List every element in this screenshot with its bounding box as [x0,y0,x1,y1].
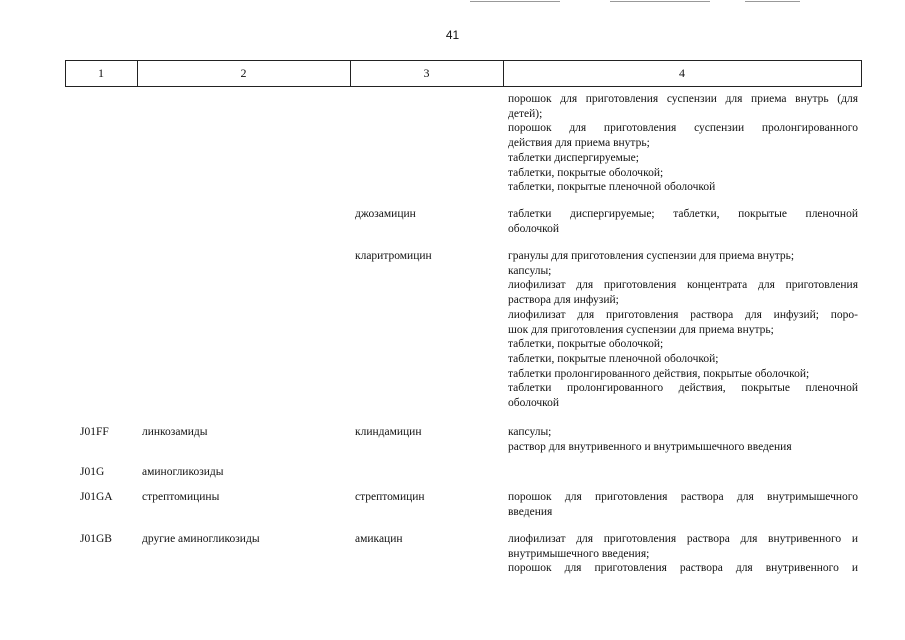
form-line: гранулы для приготовления суспензии для приема внутрь; [508,250,795,262]
scan-artifact [610,1,710,2]
form-line: порошок для приготовления раствора для внутривенного и [508,562,858,575]
atc-group: линкозамиды [142,426,208,438]
form-line: введения [508,505,553,518]
form-line: раствор для внутривенного и внутримышечного введения [508,440,792,453]
form-line: таблетки пролонгированного действия, покрытые оболочкой; [508,367,810,380]
column-header-1: 1 [98,66,104,80]
dosage-forms [508,425,858,454]
form-line: внутримышечного введения; [508,547,650,560]
form-line: лиофилизат для приготовления концентрата для приготовления [508,279,858,292]
page-number: 41 [445,28,460,42]
drug-name: амикацин [355,533,403,545]
column-header-2: 2 [240,66,247,80]
atc-code: J01GA [80,491,113,503]
atc-group: другие аминогликозиды [142,533,260,545]
form-line: порошок для приготовления раствора для внутримышечного [508,491,858,503]
form-line: капсулы; [508,264,552,277]
column-header-4: 4 [679,66,685,80]
table-header-bottom-rule [65,86,862,87]
form-line: порошок для приготовления суспензии пролонгированного [508,122,858,135]
atc-code: J01GB [80,533,112,545]
table-header-top-rule [65,60,862,61]
form-line: таблетки, покрытые пленочной оболочкой; [508,352,719,365]
atc-code: J01FF [80,426,109,438]
form-line: таблетки диспергируемые; таблетки, покрытые пленочной [508,208,858,220]
form-line: таблетки, покрытые оболочкой; [508,338,664,351]
scan-artifact [745,1,800,2]
drug-name: джозамицин [355,208,416,220]
dosage-forms [508,532,858,576]
dosage-forms [508,490,858,519]
column-header-3: 3 [423,66,430,80]
atc-code: J01G [80,466,105,478]
drug-name: клиндамицин [355,426,422,438]
atc-group: аминогликозиды [142,466,224,478]
form-line: лиофилизат для приготовления раствора для внутривенного и [508,533,858,545]
atc-group: стрептомицины [142,491,220,503]
continuation-forms [508,92,858,195]
form-line: таблетки пролонгированного действия, покрытые пленочной [508,382,858,395]
form-line: таблетки, покрытые оболочкой; [508,166,664,179]
form-line: раствора для инфузий; [508,294,619,307]
drug-name: стрептомицин [355,491,425,503]
form-line: лиофилизат для приготовления раствора для инфузий; поро- [508,308,858,321]
form-line: действия для приема внутрь; [508,137,650,150]
form-line: оболочкой [508,397,560,410]
form-line: таблетки, покрытые пленочной оболочкой [508,181,716,194]
drug-name: кларитромицин [355,250,432,262]
form-line: оболочкой [508,222,560,235]
dosage-forms [508,207,858,236]
scan-artifact [470,1,560,2]
dosage-forms [508,249,858,411]
table-border-right [861,60,862,87]
form-line: порошок для приготовления суспензии для приема внутрь (для [508,93,858,105]
form-line: шок для приготовления суспензии для приема внутрь; [508,323,774,336]
form-line: капсулы; [508,426,552,438]
form-line: детей); [508,107,543,120]
form-line: таблетки диспергируемые; [508,151,639,164]
